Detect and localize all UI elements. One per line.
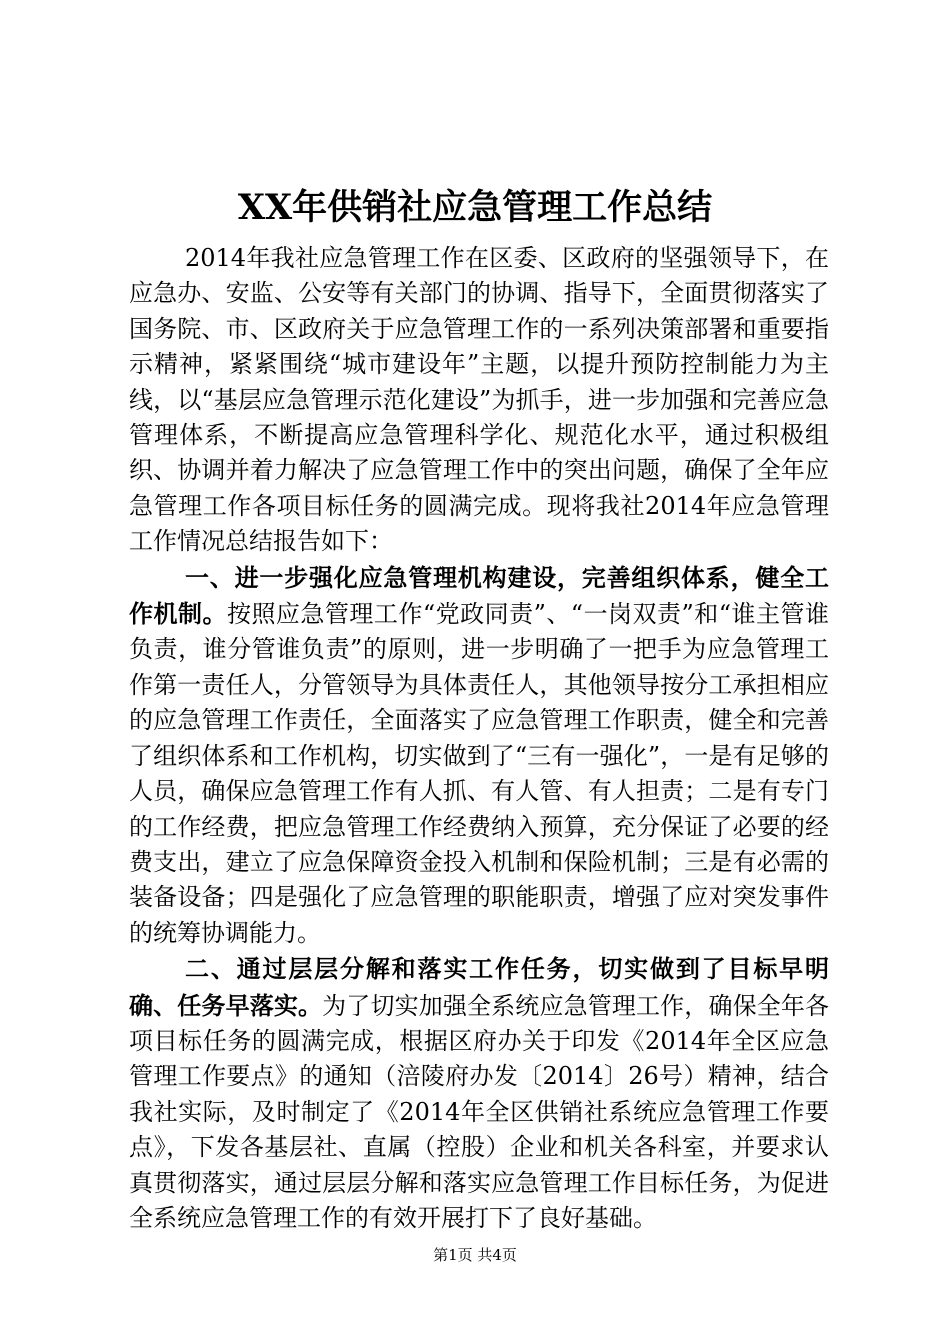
page-number-footer: 第1页 共4页 xyxy=(433,1246,517,1264)
paragraph-intro xyxy=(129,240,829,560)
document-title: XX年供销社应急管理工作总结 xyxy=(237,187,713,228)
paragraph-text: 按照应急管理工作“党政同责”、“一岗双责”和“谁主管谁负责，谁分管谁负责”的原则，进一步明确了一把手为应急管理工作第一责任人，分管领导为具体责任人，其他领导按分工承担相应的应急管理工作责任，全面落实了应急管理工作职责，健全和完善了组织体系和工作机构，切实做到了“三有一强化”，一是有足够的人员，确保应急管理工作有人抓、有人管、有人担责；二是有专门的工作经费，把应急管理工作经费纳入预算，充分保证了必要的经费支出，建立了应急保障资金投入机制和保险机制；三是有必需的装备设备；四是强化了应急管理的职能职责，增强了应对突发事件的统筹协调能力。 xyxy=(129,600,829,947)
document-body xyxy=(129,240,829,1236)
paragraph-section-2 xyxy=(129,951,829,1236)
paragraph-section-1 xyxy=(129,560,829,951)
paragraph-lead: 一、进一步强化应急管理机构建设，完善组织体系，健全工作机制。 xyxy=(129,562,829,629)
paragraph-text: 为了切实加强全系统应急管理工作，确保全年各项目标任务的圆满完成，根据区府办关于印发《2014年全区应急管理工作要点》的通知（涪陵府办发〔2014〕26号）精神，结合我社实际，及时制定了《2014年全区供销社系统应急管理工作要点》，下发各基层社、直属（控股）企业和机关各科室，并要求认真贯彻落实，通过层层分解和落实应急管理工作目标任务，为促进全系统应急管理工作的有效开展打下了良好基础。 xyxy=(129,991,830,1232)
paragraph-lead: 二、通过层层分解和落实工作任务，切实做到了目标早明确、任务早落实。 xyxy=(129,954,829,1020)
paragraph-text: 2014年我社应急管理工作在区委、区政府的坚强领导下，在应急办、安监、公安等有关部门的协调、指导下，全面贯彻落实了国务院、市、区政府关于应急管理工作的一系列决策部署和重要指示精神，紧紧围绕“城市建设年”主题，以提升预防控制能力为主线，以“基层应急管理示范化建设”为抓手，进一步加强和完善应急管理体系，不断提高应急管理科学化、规范化水平，通过积极组织、协调并着力解决了应急管理工作中的突出问题，确保了全年应急管理工作各项目标任务的圆满完成。现将我社2014年应急管理工作情况总结报告如下： xyxy=(129,244,829,556)
